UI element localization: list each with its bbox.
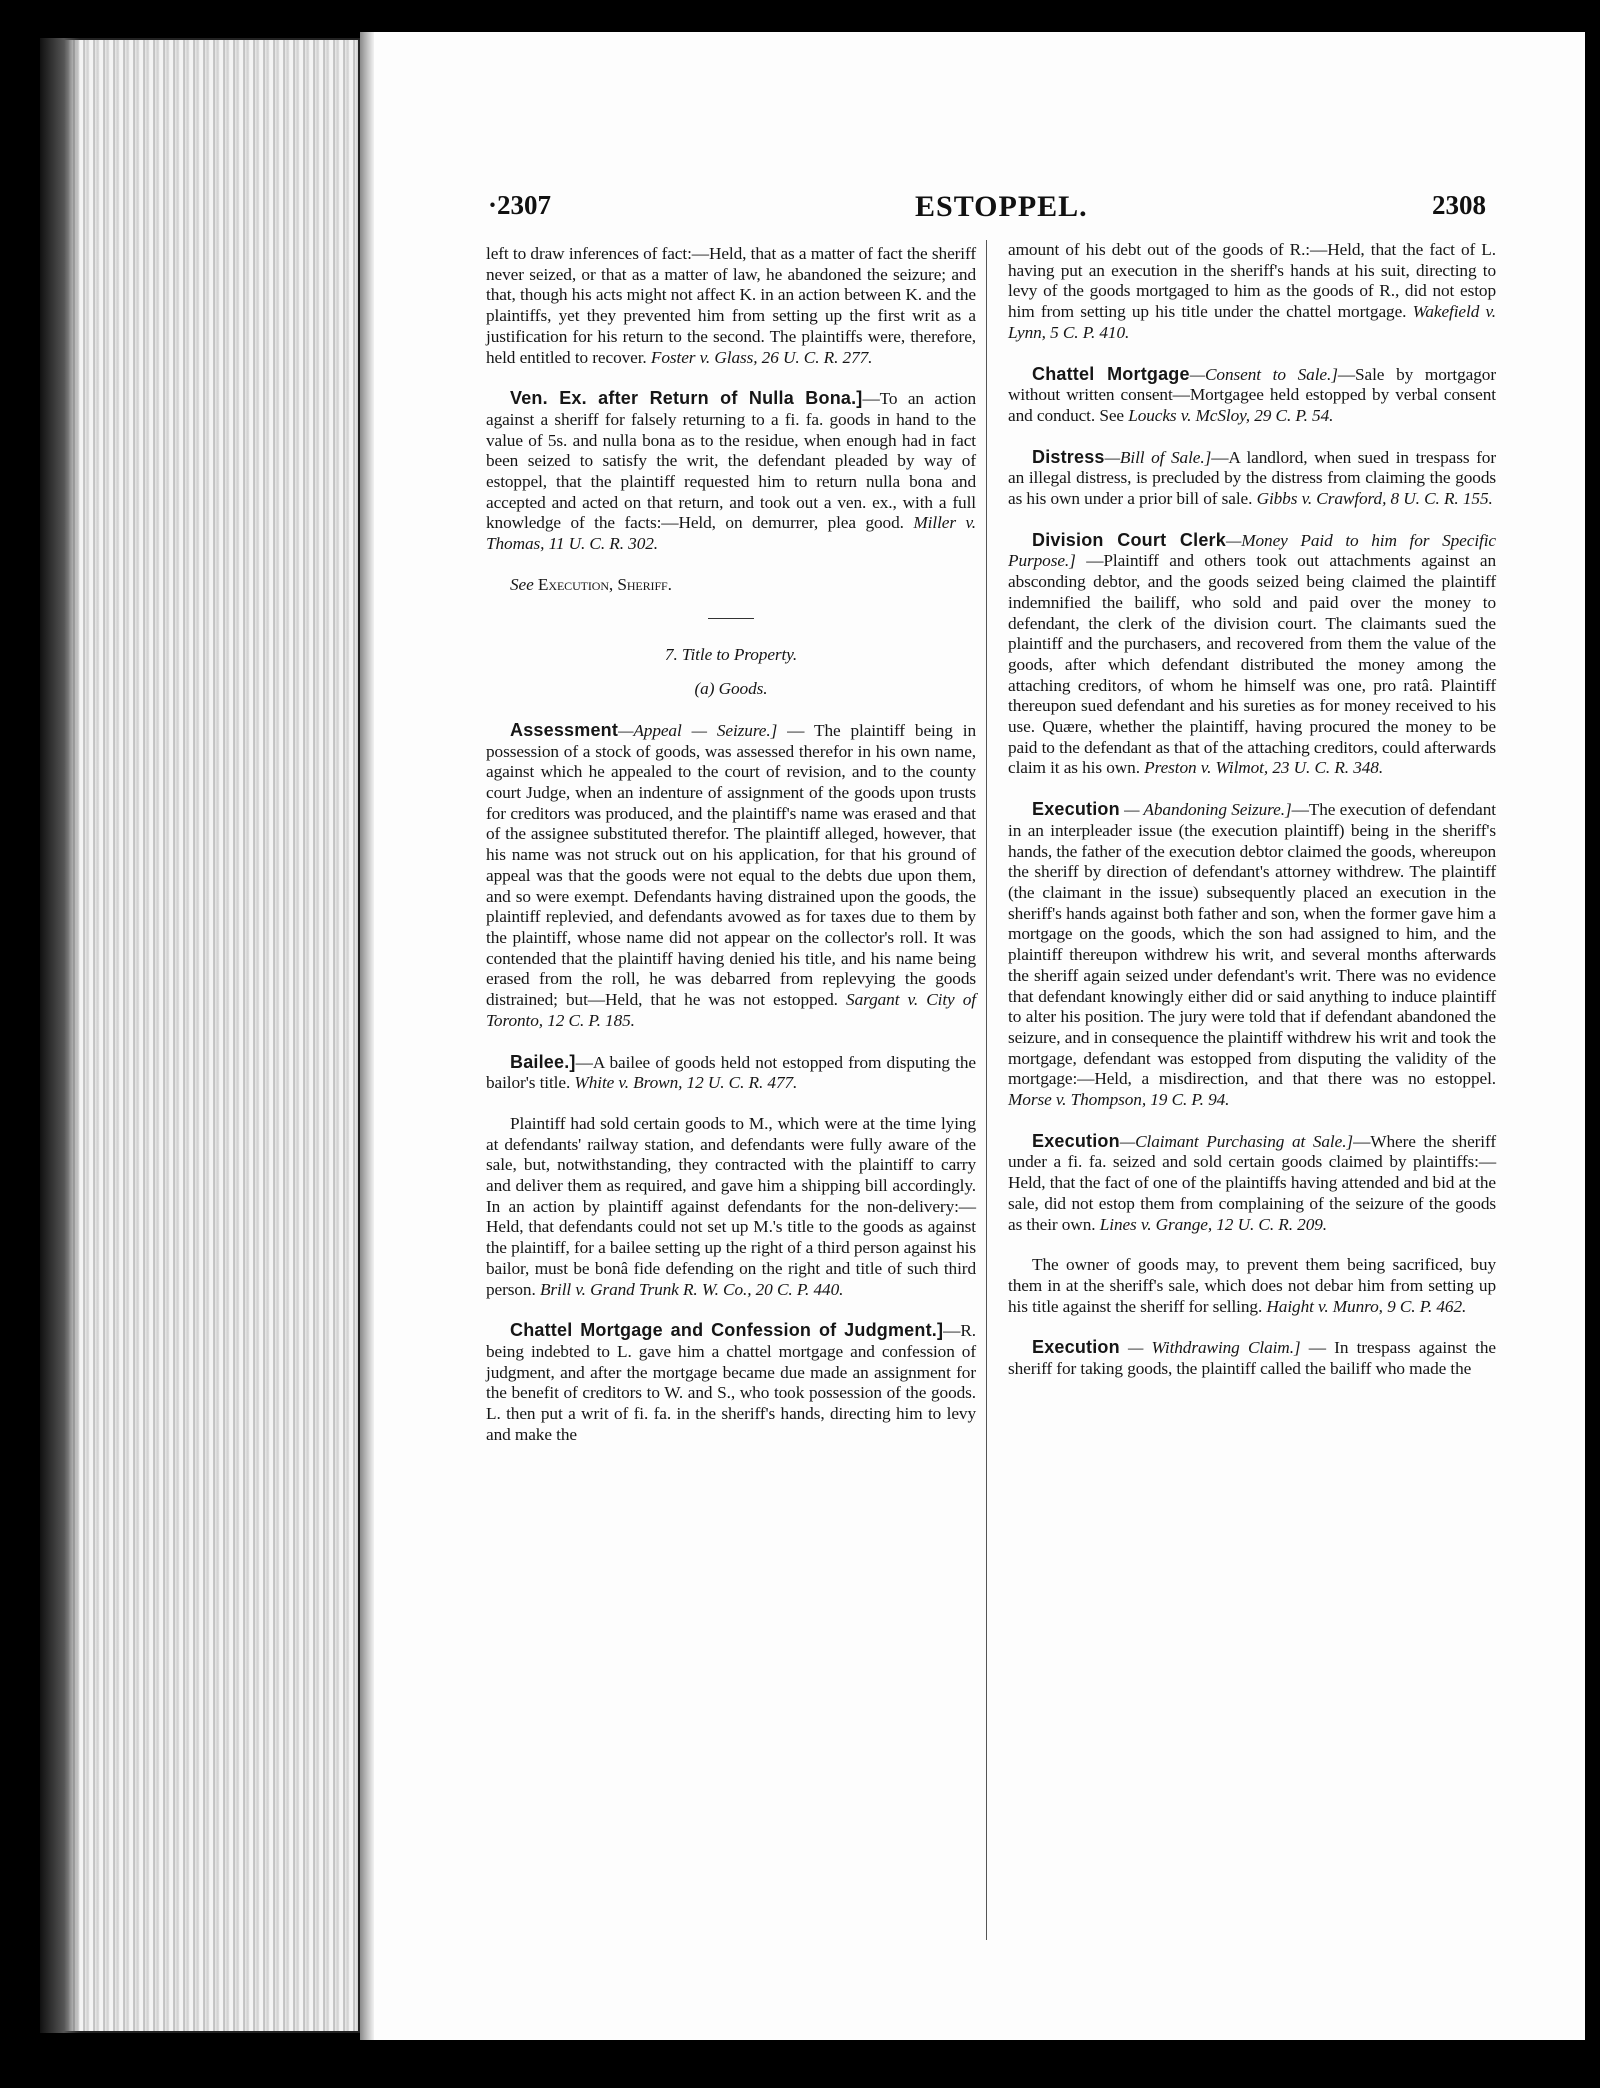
paragraph-text: left to draw inferences of fact:—Held, that as a matter of fact the sheriff never seized, or that as a matter of law, he abandoned the seizure; and that, though his acts might not affect K. in an action between K. and the plaintiffs, yet they prevented him from setting up the first writ as a justification for his return to the second. The plaintiffs were, therefore, held entitled to recover. [486,244,976,367]
see-also [486,575,976,596]
paragraph [486,388,976,555]
paragraph-text: amount of his debt out of the goods of R.:—Held, that the fact of L. having put an execution in the sheriff's hands at his suit, directing to levy of the goods mortgaged to him as the goods of R., did not estop him from setting up his title under the chattel mortgage. [1008,240,1496,322]
paragraph [1008,530,1496,779]
entry-heading: Chattel Mortgage [1032,363,1190,384]
entry-heading: Distress [1032,446,1105,467]
right-column [1008,240,1496,1400]
case-citation: Sargant v. City of Toronto, 12 C. P. 185. [486,990,976,1030]
paragraph [486,244,976,368]
paragraph-text: Plaintiff had sold certain goods to M., which were at the time lying at defendants' railway station, and defendants were fully aware of the sale, but, notwithstanding, they contracted with the plaintiff to carry and deliver them as required, and gave him a shipping bill accordingly. In an action by plaintiff against defendants for the non-delivery:—Held, that defendants could not set up M.'s title to the goods as against the plaintiff, for a bailee setting up the right of a third person against his bailor, must be bonâ fide defending on the right and title of such third person. [486,1113,976,1299]
paragraph-text: — In trespass against the sheriff for taking goods, the plaintiff called the bailiff who made the [1008,1338,1496,1379]
case-citation: Miller v. Thomas, 11 U. C. R. 302. [486,513,976,554]
paragraph-text: —Sale by mortgagor without written consent—Mortgagee held estopped by verbal consent and conduct. See [1008,364,1496,425]
case-citation: Loucks v. McSloy, 29 C. P. 54. [1128,405,1334,425]
column-divider [986,240,987,1940]
page-number-left: ·2307 [488,190,552,220]
entry-heading: Chattel Mortgage and Confession of Judgment.] [510,1320,944,1341]
entry-heading: Division Court Clerk [1032,529,1226,550]
case-citation: Preston v. Wilmot, 23 U. C. R. 348. [1144,758,1384,778]
case-citation: Wakefield v. Lynn, 5 C. P. 410. [1008,302,1496,342]
paragraph [1008,364,1496,427]
paragraph-text: The owner of goods may, to prevent them being sacrificed, buy them in at the sheriff's sale, which does not debar him from setting up his title against the sheriff for selling. [1008,1255,1496,1316]
paragraph [1008,1337,1496,1379]
running-title: ESTOPPEL. [915,190,1088,223]
entry-heading: Assessment [510,719,619,740]
paragraph [486,1320,976,1445]
paragraph-text: —A landlord, when sued in trespass for an illegal distress, is precluded by the distress from claiming the goods as his own under a prior bill of sale. [1008,447,1496,509]
paragraph [1008,447,1496,510]
paragraph-text: —Plaintiff and others took out attachments against an absconding debtor, and the goods seized being claimed the plaintiff indemnified the bailiff, who sold and paid over the money to defendant, the clerk of the division court. The claimants sued the plaintiff and the purchasers, and recovered from them the value of the goods, after which defendant distributed the money among the attaching creditors, of whom he himself was one, pro ratâ. Plaintiff thereupon sued defendant and his sureties as for money received to his use. Quære, whether the plaintiff, having procured the money to be paid to the defendant as that of the attaching creditors, could afterwards claim it as his own. [1008,551,1496,778]
paragraph [486,720,976,1032]
page-number-right: 2308 [1432,190,1486,220]
case-citation: Morse v. Thompson, 19 C. P. 94. [1008,1090,1230,1110]
paragraph [486,1114,976,1300]
section-title: 7. Title to Property. [664,644,798,664]
entry-heading: Execution [1032,1337,1120,1358]
paragraph [1008,1255,1496,1317]
entry-subheading: —Money Paid to him for Specific Purpose.] [1008,530,1496,571]
entry-heading: Bailee.] [510,1051,576,1072]
see-label: See [510,574,534,594]
cross-reference: Execution, Sheriff. [537,574,672,594]
paragraph-text: —Where the sheriff under a fi. fa. seized and sold certain goods claimed by plaintiffs:—Held, that the fact of one of the plaintiffs having attended and bid at the sale, did not estop them from complaining of the seizure of the goods as their own. [1008,1131,1496,1234]
entry-heading: Ven. Ex. after Return of Nulla Bona.] [510,388,863,409]
paragraph-text: —The execution of defendant in an interpleader issue (the execution plaintiff) being in the sheriff's hands, the father of the execution debtor claimed the goods, whereupon the sheriff by direction of defendant's attorney withdrew. The plaintiff (the claimant in the issue) subsequently placed an execution in the sheriff's hands against both father and son, when the former gave him a mortgage on the goods, which the son had assigned to him, and the plaintiff thereupon withdrew his writ, and several months afterwards the sheriff again seized under defendant's writ. There was no evidence that defendant knowingly either did or said anything to induce plaintiff to alter his position. The jury were told that if defendant abandoned the seizure, and in consequence the plaintiff withdrew his writ and took the mortgage, defendant was estopped from disputing the validity of the mortgage:—Held, a misdirection, and that there was no estoppel. [1008,800,1496,1089]
case-citation: Lines v. Grange, 12 U. C. R. 209. [1099,1214,1327,1234]
section-divider [708,618,754,619]
paragraph-text: —A bailee of goods held not estopped from disputing the bailor's title. [486,1052,976,1093]
entry-subheading: —Consent to Sale.] [1189,364,1338,384]
entry-subheading: —Claimant Purchasing at Sale.] [1119,1131,1354,1151]
paragraph [1008,1131,1496,1236]
subsection-title: (a) Goods. [694,679,768,699]
binding-shadow [40,38,80,2033]
entry-heading: Execution [1032,1130,1120,1151]
case-citation: Gibbs v. Crawford, 8 U. C. R. 155. [1256,489,1493,509]
paragraph-text: —R. being indebted to L. gave him a chattel mortgage and confession of judgment, and after the mortgage became due made an assignment for the benefit of creditors to W. and S., who took possession of the goods. L. then put a writ of fi. fa. in the sheriff's hands, directing him to levy and make the [486,1321,976,1444]
paragraph [486,1052,976,1094]
entry-subheading: —Bill of Sale.] [1104,447,1212,467]
page-stack-edge [40,38,360,2033]
entry-subheading: —Appeal — Seizure.] [618,720,778,740]
left-column [486,244,976,1465]
page-gutter [360,32,374,2040]
entry-subheading: — Withdrawing Claim.] [1128,1338,1301,1358]
paragraph [1008,799,1496,1111]
paragraph-text: —To an action against a sheriff for falsely returning to a fi. fa. goods in hand to the value of 5s. and nulla bona as to the residue, when enough had in fact been seized to satisfy the writ, the defendant pleaded by way of estoppel, that the plaintiff requested him to return nulla bona and accepted and acted on that return, and took out a ven. ex., with a full knowledge of the facts:—Held, on demurrer, plea good. [486,389,976,533]
case-citation: White v. Brown, 12 U. C. R. 477. [574,1073,798,1093]
case-citation: Foster v. Glass, 26 U. C. R. 277. [650,347,873,367]
case-citation: Haight v. Munro, 9 C. P. 462. [1266,1296,1467,1316]
paragraph-text: — The plaintiff being in possession of a stock of goods, was assessed therefor in his own name, against which he appealed to the court of revision, and to the county court Judge, when an indenture of assignment of the goods upon trusts for creditors was produced, and the plaintiff's name was erased and that of the assignee substituted therefor. The plaintiff alleged, however, that his name was not struck out on his application, for that his ground of appeal was that the goods were not equal to the debts due upon them, and so were exempt. Defendants having distrained upon the goods, the plaintiff replevied, and defendants avowed as for taxes due to them by the plaintiff, whose name did not appear on the collector's roll. It was contended that the plaintiff having denied his title, and his name being erased from the roll, he was debarred from replevying the goods distrained; but—Held, that he was not estopped. [486,720,976,1010]
paragraph [1008,240,1496,344]
entry-heading: Execution [1032,799,1120,820]
case-citation: Brill v. Grand Trunk R. W. Co., 20 C. P. 440. [539,1279,844,1299]
entry-subheading: — Abandoning Seizure.] [1124,800,1292,820]
